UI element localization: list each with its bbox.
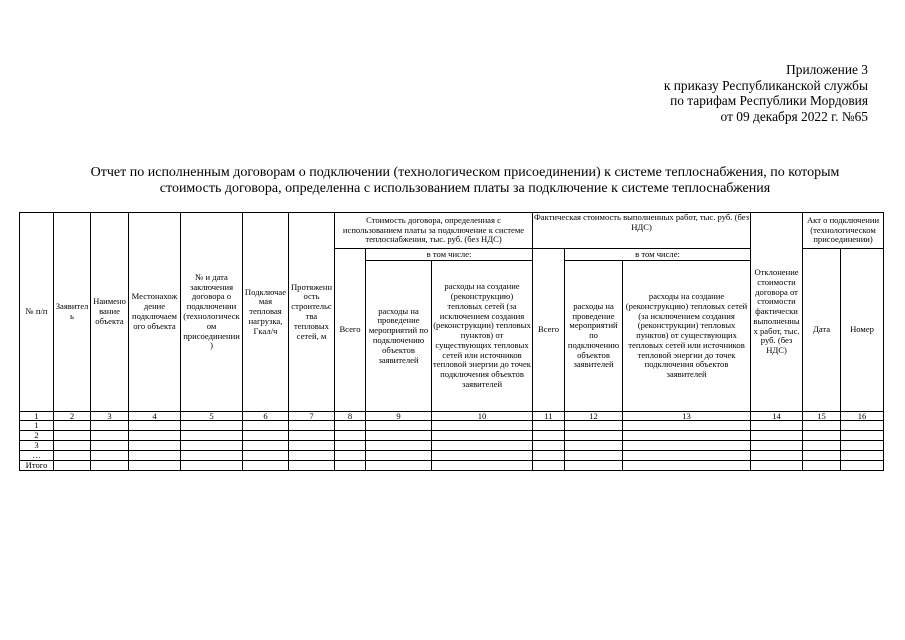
column-number: 5 bbox=[181, 412, 243, 421]
column-number: 13 bbox=[623, 412, 751, 421]
header-cost-applicant-measures: расходы на проведение мероприятий по подключению объектов заявителей bbox=[366, 261, 432, 412]
row-label: 3 bbox=[20, 441, 54, 451]
table-cell bbox=[243, 421, 289, 431]
column-number: 8 bbox=[335, 412, 366, 421]
column-number: 7 bbox=[289, 412, 335, 421]
table-cell bbox=[91, 431, 129, 441]
header-cost-networks: расходы на создание (реконструкцию) тепловых сетей (за исключением создания (реконструкции) тепловых пунктов) от существующих тепловых сетей или источников тепловой энергии до точек подключения объектов заявителей bbox=[432, 261, 533, 412]
column-number: 9 bbox=[366, 412, 432, 421]
header-actual-applicant-measures: расходы на проведение мероприятий по подключению объектов заявителей bbox=[565, 261, 623, 412]
appendix-header bbox=[664, 62, 868, 124]
table-cell bbox=[533, 431, 565, 441]
table-cell bbox=[54, 431, 91, 441]
appendix-line: к приказу Республиканской службы bbox=[663, 77, 868, 93]
header-object-name: Наименование объекта bbox=[91, 213, 129, 412]
header-cost-including: в том числе: bbox=[366, 249, 533, 261]
appendix-line: Приложение 3 bbox=[786, 62, 868, 77]
table-cell bbox=[432, 441, 533, 451]
table-cell bbox=[181, 441, 243, 451]
column-number: 14 bbox=[751, 412, 803, 421]
table-cell bbox=[366, 421, 432, 431]
table-cell bbox=[129, 421, 181, 431]
table-cell bbox=[289, 441, 335, 451]
table-cell bbox=[181, 431, 243, 441]
table-cell bbox=[565, 421, 623, 431]
column-number: 16 bbox=[841, 412, 884, 421]
header-group-contract-cost: Стоимость договора, определенная с использованием платы за подключение к системе теплоснабжения, тыс. руб. (без НДС) bbox=[335, 213, 533, 249]
appendix-line: по тарифам Республики Мордовия bbox=[670, 93, 868, 108]
table-cell bbox=[366, 431, 432, 441]
table-cell bbox=[565, 451, 623, 461]
table-cell bbox=[181, 461, 243, 471]
header-act-number: Номер bbox=[841, 249, 884, 412]
table-cell bbox=[335, 451, 366, 461]
table-cell bbox=[289, 451, 335, 461]
table-cell bbox=[129, 451, 181, 461]
table-cell bbox=[243, 461, 289, 471]
header-cost-total: Всего bbox=[335, 249, 366, 412]
table-cell bbox=[565, 461, 623, 471]
table-cell bbox=[533, 421, 565, 431]
table-cell bbox=[289, 461, 335, 471]
table-cell bbox=[565, 431, 623, 441]
header-num: № п/п bbox=[20, 213, 54, 412]
header-object-location: Местонахождение подключаемого объекта bbox=[129, 213, 181, 412]
row-label: … bbox=[20, 451, 54, 461]
column-number: 6 bbox=[243, 412, 289, 421]
report-title-line: Отчет по исполненным договорам о подключении (технологическом присоединении) к системе теплоснабжения, по которым bbox=[90, 165, 840, 180]
header-group-actual-cost: Фактическая стоимость выполненных работ, тыс. руб. (без НДС) bbox=[533, 213, 751, 249]
report-table bbox=[19, 212, 884, 471]
row-label: 2 bbox=[20, 431, 54, 441]
table-cell bbox=[803, 441, 841, 451]
table-cell bbox=[623, 431, 751, 441]
table-cell bbox=[289, 431, 335, 441]
column-number: 15 bbox=[803, 412, 841, 421]
table-cell bbox=[335, 421, 366, 431]
column-number: 10 bbox=[432, 412, 533, 421]
table-cell bbox=[623, 451, 751, 461]
table-cell bbox=[751, 421, 803, 431]
table-cell bbox=[623, 421, 751, 431]
table-cell bbox=[841, 431, 884, 441]
table-cell bbox=[803, 461, 841, 471]
column-number: 3 bbox=[91, 412, 129, 421]
table-cell bbox=[841, 421, 884, 431]
table-cell bbox=[751, 461, 803, 471]
table-cell bbox=[841, 461, 884, 471]
table-cell bbox=[803, 421, 841, 431]
table-cell bbox=[533, 451, 565, 461]
table-cell bbox=[129, 441, 181, 451]
table-cell bbox=[366, 441, 432, 451]
column-number: 12 bbox=[565, 412, 623, 421]
table-cell bbox=[366, 461, 432, 471]
table-cell bbox=[432, 451, 533, 461]
table-cell bbox=[181, 421, 243, 431]
table-cell bbox=[91, 451, 129, 461]
header-heat-load: Подключаемая тепловая нагрузка, Гкал/ч bbox=[243, 213, 289, 412]
table-cell bbox=[54, 461, 91, 471]
table-cell bbox=[751, 451, 803, 461]
table-cell bbox=[623, 441, 751, 451]
table-cell bbox=[803, 451, 841, 461]
table-cell bbox=[91, 461, 129, 471]
table-cell bbox=[623, 461, 751, 471]
table-cell bbox=[432, 421, 533, 431]
table-cell bbox=[129, 461, 181, 471]
column-number: 11 bbox=[533, 412, 565, 421]
table-cell bbox=[54, 421, 91, 431]
header-act-date: Дата bbox=[803, 249, 841, 412]
table-cell bbox=[751, 431, 803, 441]
table-cell bbox=[335, 431, 366, 441]
header-contract: № и дата заключения договора о подключении (технологическом присоединении) bbox=[181, 213, 243, 412]
table-cell bbox=[129, 431, 181, 441]
table-row bbox=[20, 431, 884, 441]
table-cell bbox=[91, 441, 129, 451]
table-row bbox=[20, 441, 884, 451]
table-cell bbox=[335, 461, 366, 471]
table-cell bbox=[54, 441, 91, 451]
table-row bbox=[20, 451, 884, 461]
header-actual-total: Всего bbox=[533, 249, 565, 412]
table-cell bbox=[533, 441, 565, 451]
table-cell bbox=[432, 431, 533, 441]
column-number-row bbox=[20, 412, 884, 421]
table-cell bbox=[432, 461, 533, 471]
header-length: Протяженность строительства тепловых сетей, м bbox=[289, 213, 335, 412]
header-actual-including: в том числе: bbox=[565, 249, 751, 261]
table-cell bbox=[181, 451, 243, 461]
table-cell bbox=[54, 451, 91, 461]
column-number: 4 bbox=[129, 412, 181, 421]
table-cell bbox=[751, 441, 803, 451]
table-cell bbox=[841, 451, 884, 461]
header-actual-networks: расходы на создание (реконструкцию) тепловых сетей (за исключением создания (реконструкции) тепловых пунктов) от существующих тепловых сетей или источников тепловой энергии до точек подключения объектов заявителей bbox=[623, 261, 751, 412]
table-cell bbox=[533, 461, 565, 471]
table-cell bbox=[243, 451, 289, 461]
table-cell bbox=[243, 431, 289, 441]
table-cell bbox=[289, 421, 335, 431]
header-group-act: Акт о подключении (технологическом присоединении) bbox=[803, 213, 884, 249]
table-cell bbox=[243, 441, 289, 451]
column-number: 2 bbox=[54, 412, 91, 421]
report-title bbox=[40, 165, 890, 197]
report-title-line: стоимость договора, определенна с использованием платы за подключение к системе теплоснабжения bbox=[159, 181, 771, 196]
table-row bbox=[20, 421, 884, 431]
table-cell bbox=[335, 441, 366, 451]
column-number: 1 bbox=[20, 412, 54, 421]
appendix-line: от 09 декабря 2022 г. №65 bbox=[720, 108, 868, 124]
header-deviation: Отклонение стоимости договора от стоимости фактически выполненных работ, тыс. руб. (без НДС) bbox=[751, 213, 803, 412]
header-applicant: Заявитель bbox=[54, 213, 91, 412]
table-row-total bbox=[20, 461, 884, 471]
table-cell bbox=[565, 441, 623, 451]
table-cell bbox=[91, 421, 129, 431]
table-cell bbox=[803, 431, 841, 441]
row-label-total: Итого bbox=[20, 461, 54, 471]
row-label: 1 bbox=[20, 421, 54, 431]
table-cell bbox=[366, 451, 432, 461]
table-cell bbox=[841, 441, 884, 451]
